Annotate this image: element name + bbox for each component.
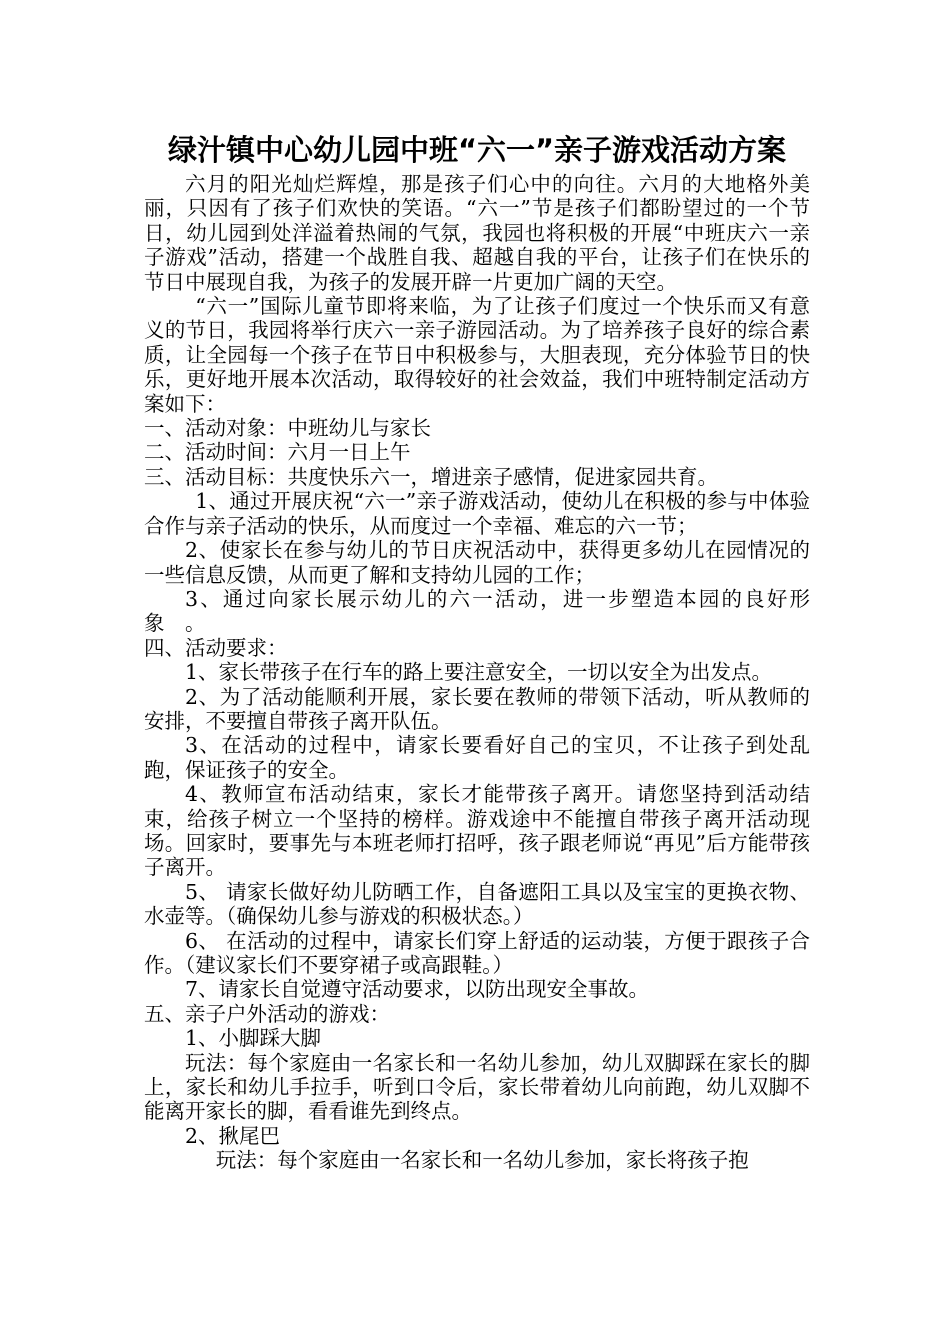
- game-2-rules: 玩法：每个家庭由一名家长和一名幼儿参加，家长将孩子抱: [215, 1148, 749, 1173]
- goal-item-2: 2、使家长在参与幼儿的节日庆祝活动中，获得更多幼儿在园情况的一些信息反馈，从而更了解和支持幼儿园的工作；: [144, 538, 810, 587]
- requirement-item-2: 2、为了活动能顺利开展，家长要在教师的带领下活动，听从教师的安排，不要擅自带孩子离开队伍。: [144, 684, 810, 733]
- intro-paragraph: 六月的阳光灿烂辉煌，那是孩子们心中的向往。六月的大地格外美丽，只因有了孩子们欢快的笑语。“六一”节是孩子们都盼望过的一个节日，幼儿园到处洋溢着热闹的气氛，我园也将积极的开展“中班庆六一亲子游戏”活动，搭建一个战胜自我、超越自我的平台，让孩子们在快乐的节日中展现自我，为孩子的发展开辟一片更加广阔的天空。: [144, 172, 810, 294]
- section-target: 一、活动对象：中班幼儿与家长: [144, 416, 431, 441]
- section-time: 二、活动时间：六月一日上午: [144, 440, 411, 465]
- goal-item-3: 3、通过向家长展示幼儿的六一活动，进一步塑造本园的良好形象 。: [144, 586, 810, 636]
- section-games: 五、亲子户外活动的游戏：: [144, 1001, 390, 1026]
- requirement-item-4: 4、教师宣布活动结束，家长才能带孩子离开。请您坚持到活动结束，给孩子树立一个坚持的榜样。游戏途中不能擅自带孩子离开活动现场。回家时，要事先与本班老师打招呼，孩子跟老师说“再见”后方能带孩子离开。: [144, 782, 810, 880]
- document-title: 绿汁镇中心幼儿园中班“六一”亲子游戏活动方案: [167, 133, 787, 167]
- game-1-title: 1、小脚踩大脚: [185, 1026, 322, 1051]
- game-2-title: 2、揪尾巴: [185, 1123, 281, 1148]
- goal-item-1: 1、通过开展庆祝“六一”亲子游戏活动，使幼儿在积极的参与中体验合作与亲子活动的快乐，从而度过一个幸福、难忘的六一节；: [144, 489, 810, 538]
- game-1-rules: 玩法：每个家庭由一名家长和一名幼儿参加，幼儿双脚踩在家长的脚上，家长和幼儿手拉手，听到口令后，家长带着幼儿向前跑，幼儿双脚不能离开家长的脚，看看谁先到终点。: [144, 1050, 810, 1124]
- section-requirements: 四、活动要求：: [144, 635, 288, 660]
- document-page: [144, 128, 810, 1173]
- requirement-item-6: 6、 在活动的过程中，请家长们穿上舒适的运动装，方便于跟孩子合作。（建议家长们不要穿裙子或高跟鞋。）: [144, 928, 810, 977]
- section-goals: 三、活动目标：共度快乐六一，增进亲子感情，促进家园共育。: [144, 464, 718, 489]
- requirement-item-7: 7、请家长自觉遵守活动要求，以防出现安全事故。: [185, 977, 650, 1002]
- requirement-item-5: 5、 请家长做好幼儿防晒工作，自备遮阳工具以及宝宝的更换衣物、水壶等。（确保幼儿参与游戏的积极状态。）: [144, 879, 810, 929]
- requirement-item-1: 1、家长带孩子在行车的路上要注意安全，一切以安全为出发点。: [185, 660, 773, 685]
- requirement-item-3: 3、在活动的过程中，请家长要看好自己的宝贝，不让孩子到处乱跑，保证孩子的安全。: [144, 733, 810, 782]
- background-paragraph: “六一”国际儿童节即将来临，为了让孩子们度过一个快乐而又有意义的节日，我园将举行庆六一亲子游园活动。为了培养孩子良好的综合素质，让全园每一个孩子在节日中积极参与，大胆表现，充分体验节日的快乐，更好地开展本次活动，取得较好的社会效益，我们中班特制定活动方案如下：: [144, 294, 810, 416]
